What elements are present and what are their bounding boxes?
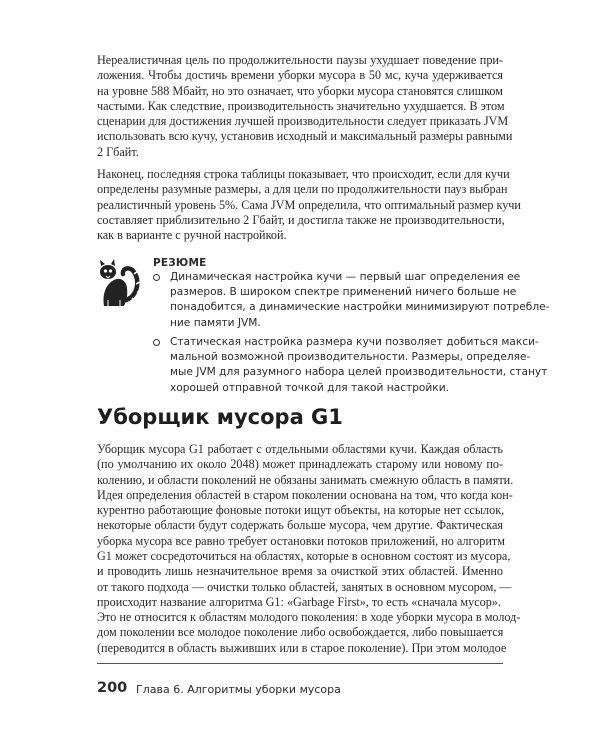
text-line: Нереалистичная цель по продолжительности паузы ухудшает поведение при-	[97, 53, 503, 67]
text-line: понадобится, а динамические настройки минимизируют потребле-	[170, 301, 550, 314]
text-line: Статическая настройка размера кучи позволяет добиться макси-	[170, 336, 539, 348]
text-line: сценарии для достижения лучшей производительности следует приказать JVM	[97, 114, 509, 129]
text-line: курентно работающие фоновые потоки ищут объекты, на которые нет ссылок,	[97, 503, 505, 518]
section-paragraph-2	[97, 610, 521, 656]
text-line: 2 Гбайт.	[97, 144, 139, 159]
text-line: от такого подхода — очистки только областей, занятых в основном мусором, —	[97, 579, 512, 594]
text-line: размеров. В широком спектре применений ничего больше не	[170, 286, 517, 299]
text-line: использовать всю кучу, установив исходный и максимальный размеры равными	[97, 129, 513, 144]
text-line: мальной возможной производительности. Размеры, определяе-	[170, 351, 531, 364]
bullet-circle-icon	[153, 339, 160, 346]
lemur-icon	[96, 250, 142, 308]
footer-divider	[97, 663, 503, 664]
text-line: происходит название алгоритма G1: «Garbage First», то есть «сначала мусор».	[97, 594, 501, 609]
text-line: ложения. Чтобы достичь времени уборки мусора в 50 мс, куча удерживается	[97, 68, 503, 83]
text-line: мые JVM для разумного набора целей производительности, станут	[170, 366, 548, 379]
text-line: G1 может сосредоточиться на областях, которые в основном состоят из мусора,	[97, 549, 511, 564]
text-line: Динамическая настройка кучи — первый шаг определения ее	[170, 271, 521, 283]
text-line: Это не относится к областям молодого поколения: в ходе уборки мусора в молод-	[97, 610, 521, 624]
intro-paragraph-1	[97, 53, 513, 160]
text-line: и проводить лишь незначительное время за очисткой этих областей. Именно	[97, 564, 503, 579]
summary-title: РЕЗЮМЕ	[153, 257, 207, 269]
text-line: (переводится в область выживших или в старое поколение). При этом молодое	[97, 640, 507, 655]
text-line: Уборщик мусора G1 работает с отдельными областями кучи. Каждая область	[97, 442, 503, 456]
text-line: (по умолчанию их около 2048) может принадлежать старому или новому по-	[97, 457, 503, 472]
running-title: Глава 6. Алгоритмы уборки мусора	[136, 683, 341, 696]
bullet-circle-icon	[153, 274, 160, 281]
intro-paragraph-2	[97, 167, 521, 243]
text-line: определены разумные размеры, а для цели по продолжительности пауз выбран	[97, 182, 508, 197]
text-line: хорошей отправной точкой для такой настройки.	[170, 381, 449, 394]
text-line: Наконец, последняя строка таблицы показывает, что происходит, если для кучи	[97, 167, 510, 181]
text-line: Идея определения областей в старом поколении основана на том, что когда кон-	[97, 487, 513, 502]
text-line: составляет приблизительно 2 Гбайт, и достигла также не производительности,	[97, 212, 505, 227]
text-line: частыми. Как следствие, производительность значительно ухудшается. В этом	[97, 98, 505, 113]
text-line: дом поколении все молодое поколение либо освобождается, либо повышается	[97, 625, 504, 640]
text-line: уборка мусора все равно требует остановки потоков приложений, но алгоритм	[97, 533, 505, 548]
text-line: некоторые области будут содержать больше мусора, чем другие. Фактическая	[97, 518, 503, 533]
page-number: 200	[97, 680, 128, 696]
text-line: реалистичный уровень 5%. Сама JVM определила, что оптимальный размер кучи	[97, 197, 521, 212]
section-heading: Уборщик мусора G1	[97, 405, 343, 429]
text-line: на уровне 588 Мбайт, но это означает, что уборки мусора становятся слишком	[97, 83, 503, 98]
text-line: как в варианте с ручной настройкой.	[97, 228, 287, 243]
section-paragraph-1	[97, 442, 514, 610]
text-line: ние памяти JVM.	[170, 316, 261, 329]
text-line: колению, и области поколений не обязаны занимать смежную область в памяти.	[97, 472, 514, 487]
